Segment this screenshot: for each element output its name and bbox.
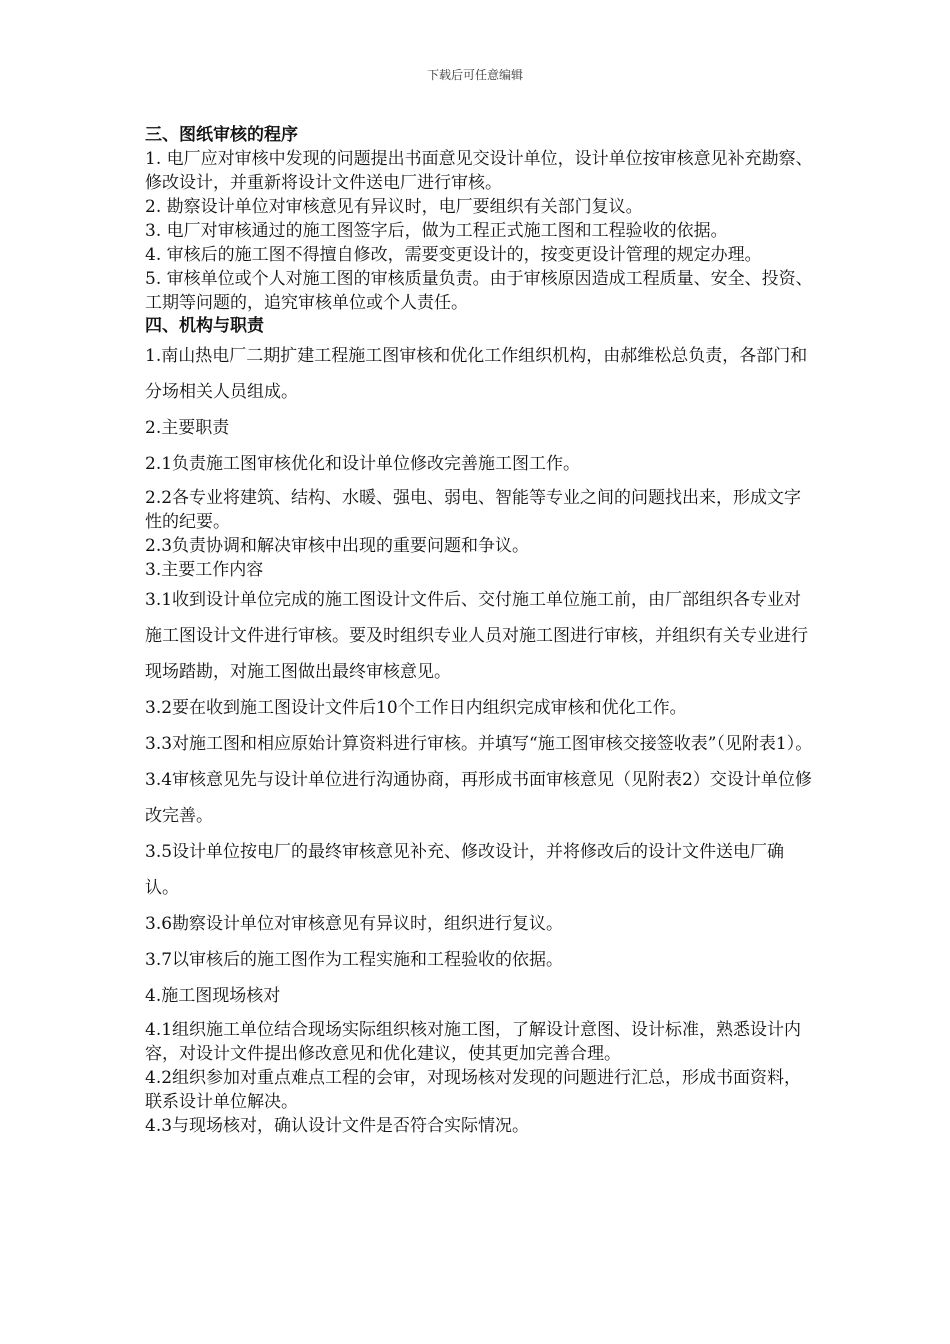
section-4-3-4: 3.4审核意见先与设计单位进行沟通协商，再形成书面审核意见（见附表2）交设计单位修改完善。 (145, 770, 812, 826)
section-3-item-5: 5. 审核单位或个人对施工图的审核质量负责。由于审核原因造成工程质量、安全、投资、工期等问题的，追究审核单位或个人责任。 (145, 269, 813, 313)
section-4-2-1: 2.1负责施工图审核优化和设计单位修改完善施工图工作。 (145, 454, 581, 474)
section-4-4-1: 4.1组织施工单位结合现场实际组织核对施工图，了解设计意图、设计标准，熟悉设计内容，对设计文件提出修改意见和优化建议，使其更加完善合理。 (145, 1020, 802, 1064)
section-4-3-2: 3.2要在收到施工图设计文件后10个工作日内组织完成审核和优化工作。 (145, 698, 687, 718)
section-4-3-title: 3.主要工作内容 (145, 560, 264, 580)
section-4-3-3: 3.3对施工图和相应原始计算资料进行审核。并填写“施工图审核交接签收表”（见附表1）。 (145, 734, 813, 754)
section-4-3-1: 3.1收到设计单位完成的施工图设计文件后、交付施工单位施工前，由厂部组织各专业对施工图设计文件进行审核。要及时组织专业人员对施工图进行审核，并组织有关专业进行现场踏勘，对施工图做出最终审核意见。 (145, 590, 808, 682)
page-header: 下载后可任意编辑 (426, 68, 523, 82)
section-4-3-5: 3.5设计单位按电厂的最终审核意见补充、修改设计，并将修改后的设计文件送电厂确认。 (145, 842, 785, 898)
section-4-4-3: 4.3与现场核对，确认设计文件是否符合实际情况。 (145, 1116, 530, 1136)
section-4-3-6: 3.6勘察设计单位对审核意见有异议时，组织进行复议。 (145, 914, 564, 934)
section-4-4-2: 4.2组织参加对重点难点工程的会审，对现场核对发现的问题进行汇总，形成书面资料，联系设计单位解决。 (145, 1068, 802, 1112)
section-4-2-3: 2.3负责协调和解决审核中出现的重要问题和争议。 (145, 536, 530, 556)
document-body (145, 124, 815, 1138)
section-4-2-title: 2.主要职责 (145, 418, 230, 438)
section-4-para-1: 1.南山热电厂二期扩建工程施工图审核和优化工作组织机构，由郝维松总负责，各部门和分场相关人员组成。 (145, 346, 808, 402)
section-3-item-1: 1. 电厂应对审核中发现的问题提出书面意见交设计单位，设计单位按审核意见补充勘察、修改设计，并重新将设计文件送电厂进行审核。 (145, 149, 813, 193)
section-4-3-7: 3.7以审核后的施工图作为工程实施和工程验收的依据。 (145, 950, 564, 970)
section-3-item-3: 3. 电厂对审核通过的施工图签字后，做为工程正式施工图和工程验收的依据。 (145, 221, 728, 241)
section-4-2-2: 2.2各专业将建筑、结构、水暖、强电、弱电、智能等专业之间的问题找出来，形成文字性的纪要。 (145, 488, 802, 532)
section-3-item-4: 4. 审核后的施工图不得擅自修改，需要变更设计的，按变更设计管理的规定办理。 (145, 245, 762, 265)
section-4-heading: 四、机构与职责 (145, 316, 264, 336)
section-3-item-2: 2. 勘察设计单位对审核意见有异议时，电厂要组织有关部门复议。 (145, 197, 643, 217)
section-3-heading: 三、图纸审核的程序 (145, 125, 298, 145)
section-4-4-title: 4.施工图现场核对 (145, 986, 281, 1006)
